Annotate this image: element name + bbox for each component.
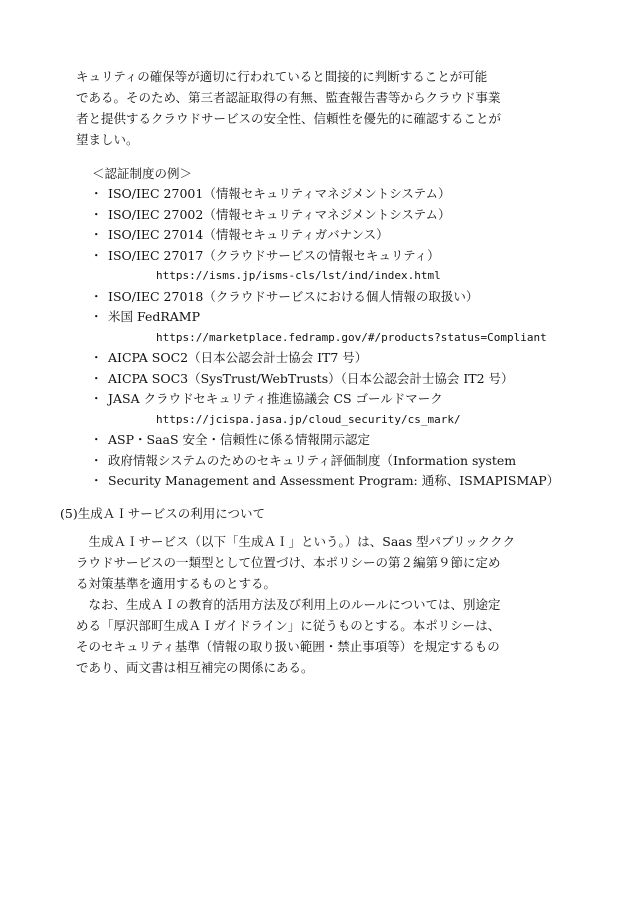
bullet-mark: ・: [90, 473, 103, 488]
bullet-mark: ・: [90, 186, 103, 201]
bullet-mark: ・: [90, 452, 103, 468]
certification-item: [90, 205, 590, 226]
cert-examples-heading: ＜認証制度の例＞: [92, 166, 193, 181]
certification-name: 政府情報システムのためのセキュリティ評価制度（Information system: [108, 452, 517, 468]
certification-name: AICPA SOC2（日本公認会計士協会 IT7 号）: [108, 350, 368, 365]
intro-line: である。そのため、第三者認証取得の有無、監査報告書等からクラウド事業: [76, 90, 501, 105]
certification-url: https://isms.jp/isms-cls/lst/ind/index.html: [156, 269, 441, 282]
certification-url: https://marketplace.fedramp.gov/#/products?status=Compliant: [156, 330, 547, 344]
bullet-mark: ・: [90, 350, 103, 365]
bullet-mark: ・: [90, 247, 103, 263]
bullet-mark: ・: [90, 370, 103, 386]
certification-item: [90, 430, 590, 451]
bullet-mark: ・: [90, 309, 103, 324]
bullet-mark: ・: [90, 391, 103, 406]
certification-item: [90, 389, 590, 430]
bullet-mark: ・: [90, 227, 103, 242]
bullet-mark: ・: [90, 288, 103, 304]
body-line: る対策基準を適用するものとする。: [76, 576, 277, 591]
ai-section-body: [76, 531, 576, 678]
certification-name: ISO/IEC 27018（クラウドサービスにおける個人情報の取扱い）: [108, 288, 479, 304]
certification-item: [90, 307, 590, 348]
body-line: める「厚沢部町生成ＡＩガイドライン」に従うものとする。本ポリシーは、: [76, 618, 501, 633]
body-line: なお、生成ＡＩの教育的活用方法及び利用上のルールについては、別途定: [76, 597, 501, 612]
intro-paragraph: [76, 66, 576, 150]
certification-item: [90, 369, 590, 390]
certification-item: [90, 184, 590, 205]
body-line: であり、両文書は相互補完の関係にある。: [76, 660, 314, 675]
certification-item: [90, 348, 590, 369]
certification-name: JASA クラウドセキュリティ推進協議会 CS ゴールドマーク: [108, 391, 443, 406]
intro-line: キュリティの確保等が適切に行われていると間接的に判断することが可能: [76, 69, 488, 84]
bullet-mark: ・: [90, 206, 103, 222]
certification-name: ISO/IEC 27002（情報セキュリティマネジメントシステム）: [108, 206, 451, 222]
section-heading: (5)生成ＡＩサービスの利用について: [60, 506, 265, 521]
certification-url: https://jcispa.jasa.jp/cloud_security/cs_mark/: [156, 412, 461, 426]
body-line: 生成ＡＩサービス（以下「生成ＡＩ」という。）は、Saas 型パブリッククク: [76, 534, 516, 549]
intro-line: 者と提供するクラウドサービスの安全性、信頼性を優先的に確認することが: [76, 111, 502, 126]
intro-line: 望ましい。: [76, 132, 139, 147]
certification-name: ISO/IEC 27014（情報セキュリティガバナンス）: [108, 227, 389, 242]
certification-name: 米国 FedRAMP: [108, 309, 201, 324]
certification-name: Security Management and Assessment Program: 通称、ISMAPISMAP）: [108, 473, 560, 488]
certification-item: [90, 471, 590, 492]
certification-name: ISO/IEC 27017（クラウドサービスの情報セキュリティ）: [108, 247, 440, 263]
certification-list: [90, 184, 590, 492]
certification-item: [90, 287, 590, 308]
certification-item: [90, 246, 590, 287]
body-line: そのセキュリティ基準（情報の取り扱い範囲・禁止事項等）を規定するもの: [76, 639, 500, 654]
certification-item: [90, 225, 590, 246]
certification-name: ASP・SaaS 安全・信頼性に係る情報開示認定: [108, 432, 371, 447]
certification-name: AICPA SOC3（SysTrust/WebTrusts）（日本公認会計士協会 IT2 号）: [108, 370, 514, 386]
bullet-mark: ・: [90, 432, 103, 447]
body-line: ラウドサービスの一類型として位置づけ、本ポリシーの第２編第９節に定め: [76, 555, 501, 570]
certification-item: [90, 451, 590, 472]
certification-name: ISO/IEC 27001（情報セキュリティマネジメントシステム）: [108, 186, 451, 201]
